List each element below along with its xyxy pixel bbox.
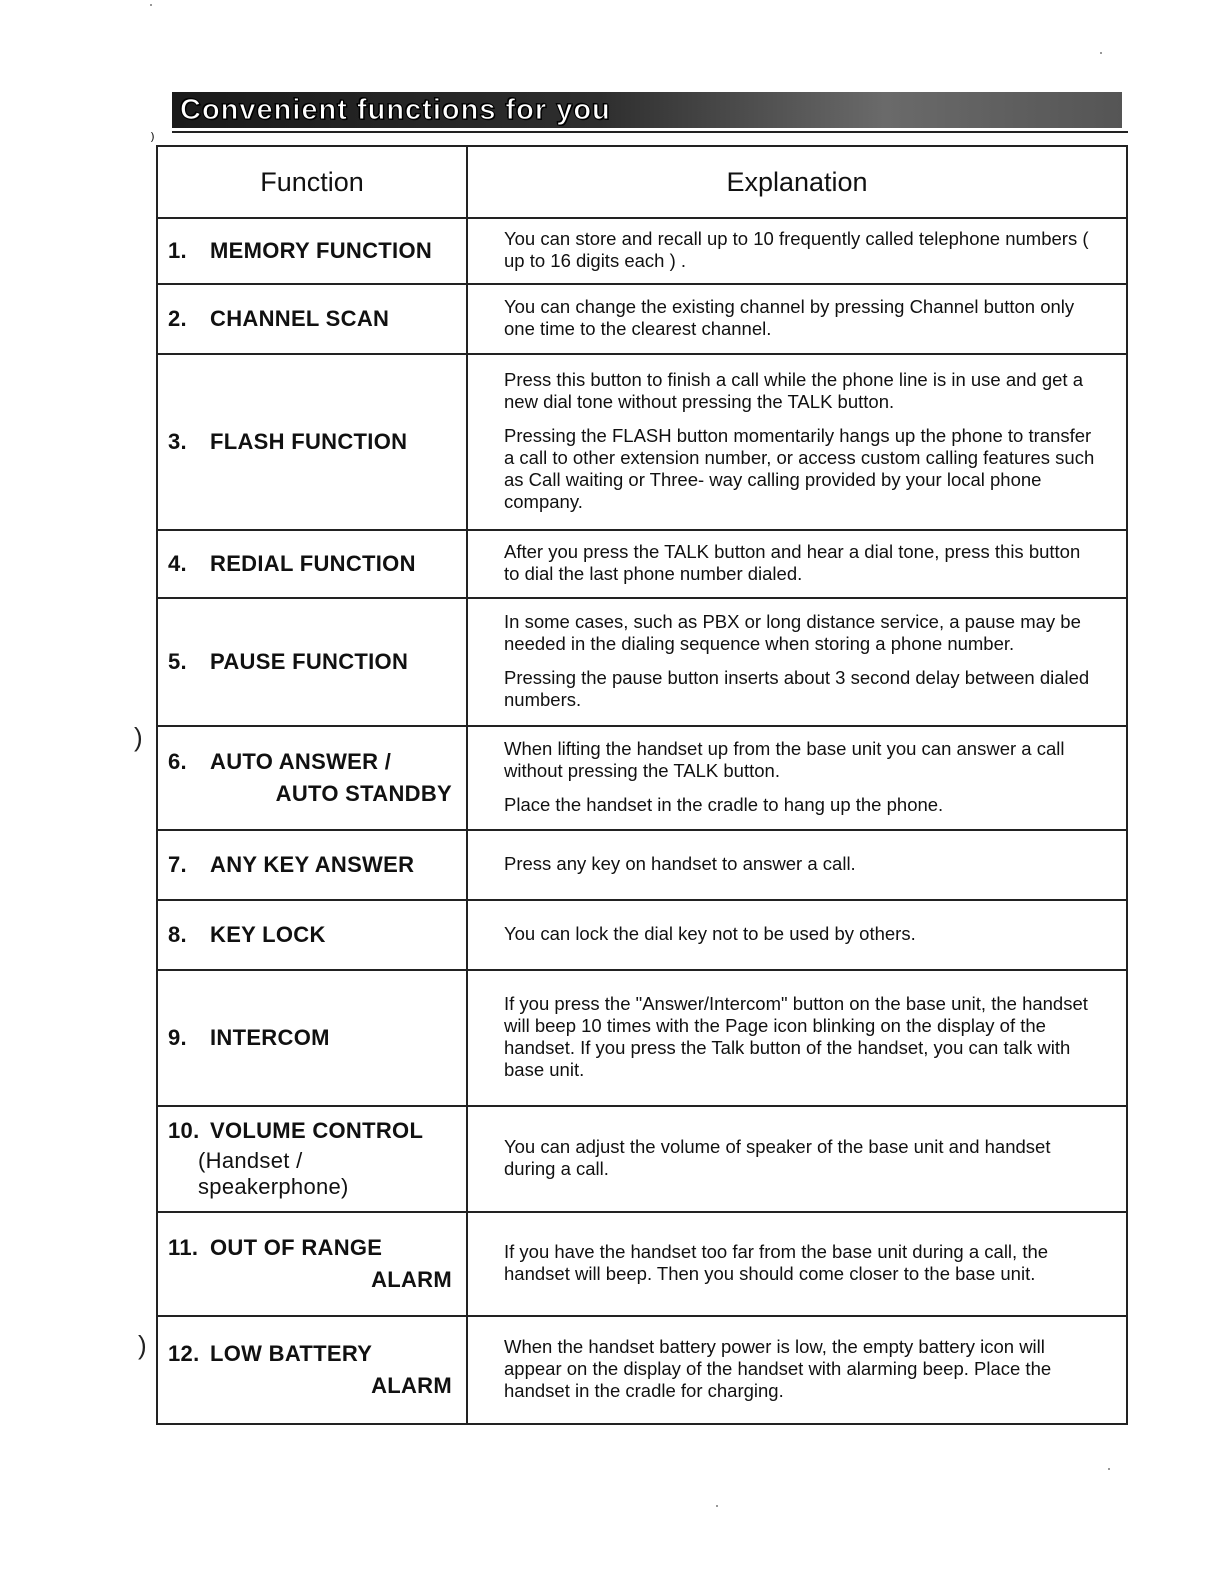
- function-cell: [157, 218, 467, 284]
- section-banner: [172, 92, 1122, 128]
- function-name: LOW BATTERY: [210, 1341, 373, 1366]
- function-number: 12.: [168, 1341, 200, 1366]
- function-name: VOLUME CONTROL: [210, 1118, 424, 1143]
- explanation-cell: [467, 970, 1127, 1106]
- explanation-paragraph: Pressing the pause button inserts about 3 second delay between dialed numbers.: [504, 667, 1090, 710]
- function-name: AUTO ANSWER /: [210, 749, 392, 774]
- function-name-line: [168, 1341, 458, 1367]
- function-name-line: [168, 306, 458, 332]
- function-name: MEMORY FUNCTION: [210, 238, 433, 263]
- function-number: 4.: [168, 551, 187, 576]
- function-number: 5.: [168, 649, 187, 674]
- function-name: REDIAL FUNCTION: [210, 551, 416, 576]
- function-cell: [157, 284, 467, 354]
- function-cell: [157, 970, 467, 1106]
- scan-speck: [1108, 1468, 1110, 1470]
- table-row: [157, 900, 1127, 970]
- function-number: 11.: [168, 1235, 199, 1260]
- function-cell: [157, 726, 467, 830]
- scan-speck: [716, 1505, 718, 1507]
- section-title: Convenient functions for you: [180, 94, 611, 126]
- function-name-line: [168, 1025, 458, 1051]
- explanation-paragraph: You can store and recall up to 10 frequently called telephone numbers ( up to 16 digits each ) .: [504, 228, 1089, 271]
- explanation-cell: [467, 284, 1127, 354]
- function-cell: [157, 530, 467, 598]
- explanation-cell: [467, 1212, 1127, 1316]
- explanation-paragraph: Place the handset in the cradle to hang up the phone.: [504, 794, 944, 815]
- table-row: [157, 354, 1127, 530]
- explanation-paragraph: When the handset battery power is low, the empty battery icon will appear on the display of the handset with alarming beep. Place the handset in the cradle for charging.: [504, 1336, 1052, 1401]
- function-name-line: [168, 429, 458, 455]
- explanation-cell: [467, 830, 1127, 900]
- explanation-cell: [467, 218, 1127, 284]
- table-body: [157, 218, 1127, 1424]
- function-number: 9.: [168, 1025, 187, 1050]
- function-number: 8.: [168, 922, 187, 947]
- function-cell: [157, 598, 467, 726]
- function-name-line: [168, 749, 458, 775]
- explanation-paragraph: Pressing the FLASH button momentarily hangs up the phone to transfer a call to other extension number, or access custom calling features such as Call waiting or Three- way calling provided by your local phone company.: [504, 425, 1095, 512]
- function-subtitle: (Handset / speakerphone): [198, 1148, 349, 1199]
- function-name: INTERCOM: [210, 1025, 330, 1050]
- table-row: [157, 726, 1127, 830]
- explanation-cell: [467, 354, 1127, 530]
- function-name: ANY KEY ANSWER: [210, 852, 415, 877]
- explanation-cell: [467, 598, 1127, 726]
- function-name-line: [168, 551, 458, 577]
- function-name-line: [168, 1235, 458, 1261]
- function-name-continued: AUTO STANDBY: [275, 781, 452, 806]
- function-cell: [157, 354, 467, 530]
- function-name: FLASH FUNCTION: [210, 429, 408, 454]
- explanation-paragraph: If you have the handset too far from the base unit during a call, the handset will beep. Then you should come closer to the base unit.: [504, 1241, 1049, 1284]
- explanation-cell: [467, 1106, 1127, 1212]
- function-name-continued: ALARM: [371, 1267, 452, 1292]
- explanation-paragraph: Press any key on handset to answer a call.: [504, 853, 856, 874]
- function-name: KEY LOCK: [210, 922, 326, 947]
- function-cell: [157, 1316, 467, 1424]
- banner-underline: [172, 131, 1128, 133]
- functions-table: [156, 145, 1128, 1425]
- explanation-cell: [467, 530, 1127, 598]
- margin-bracket-mark: ⁾: [150, 130, 155, 152]
- explanation-cell: [467, 900, 1127, 970]
- function-cell: [157, 830, 467, 900]
- table-row: [157, 1316, 1127, 1424]
- table-row: [157, 830, 1127, 900]
- explanation-paragraph: You can adjust the volume of speaker of the base unit and handset during a call.: [504, 1136, 1051, 1179]
- function-number: 2.: [168, 306, 187, 331]
- function-cell: [157, 1212, 467, 1316]
- function-name-line: [168, 922, 458, 948]
- explanation-paragraph: After you press the TALK button and hear a dial tone, press this button to dial the last phone number dialed.: [504, 541, 1081, 584]
- explanation-paragraph: You can lock the dial key not to be used by others.: [504, 923, 916, 944]
- function-cell: [157, 1106, 467, 1212]
- function-number: 10.: [168, 1118, 200, 1143]
- explanation-cell: [467, 1316, 1127, 1424]
- function-name-line: [168, 238, 458, 264]
- function-name: PAUSE FUNCTION: [210, 649, 409, 674]
- table-row: [157, 1106, 1127, 1212]
- function-name: CHANNEL SCAN: [210, 306, 390, 331]
- function-name-line: [168, 649, 458, 675]
- function-name-continued: ALARM: [371, 1373, 452, 1398]
- table-row: [157, 598, 1127, 726]
- scan-speck: [150, 4, 152, 6]
- function-name-line: [168, 1118, 458, 1144]
- table-row: [157, 284, 1127, 354]
- table-row: [157, 1212, 1127, 1316]
- explanation-cell: [467, 726, 1127, 830]
- explanation-paragraph: When lifting the handset up from the base unit you can answer a call without pressing the TALK button.: [504, 738, 1065, 781]
- table-row: [157, 530, 1127, 598]
- explanation-paragraph: You can change the existing channel by pressing Channel button only one time to the clearest channel.: [504, 296, 1075, 339]
- column-header-explanation: Explanation: [467, 146, 1127, 218]
- explanation-paragraph: If you press the "Answer/Intercom" button on the base unit, the handset will beep 10 times with the Page icon blinking on the display of the handset. If you press the Talk button of the handset, you can talk with base unit.: [504, 993, 1088, 1080]
- margin-bracket-mark: ): [138, 1330, 147, 1360]
- scan-speck: [1100, 52, 1102, 54]
- function-cell: [157, 900, 467, 970]
- explanation-paragraph: In some cases, such as PBX or long distance service, a pause may be needed in the dialing sequence when storing a phone number.: [504, 611, 1081, 654]
- function-number: 1.: [168, 238, 187, 263]
- table-row: [157, 218, 1127, 284]
- explanation-paragraph: Press this button to finish a call while the phone line is in use and get a new dial tone without pressing the TALK button.: [504, 369, 1083, 412]
- function-name: OUT OF RANGE: [210, 1235, 383, 1260]
- function-name-line: [168, 852, 458, 878]
- margin-bracket-mark: ): [134, 722, 143, 752]
- table-header-row: [157, 146, 1127, 218]
- function-number: 6.: [168, 749, 187, 774]
- table-row: [157, 970, 1127, 1106]
- function-number: 7.: [168, 852, 187, 877]
- column-header-function: Function: [157, 146, 467, 218]
- function-number: 3.: [168, 429, 187, 454]
